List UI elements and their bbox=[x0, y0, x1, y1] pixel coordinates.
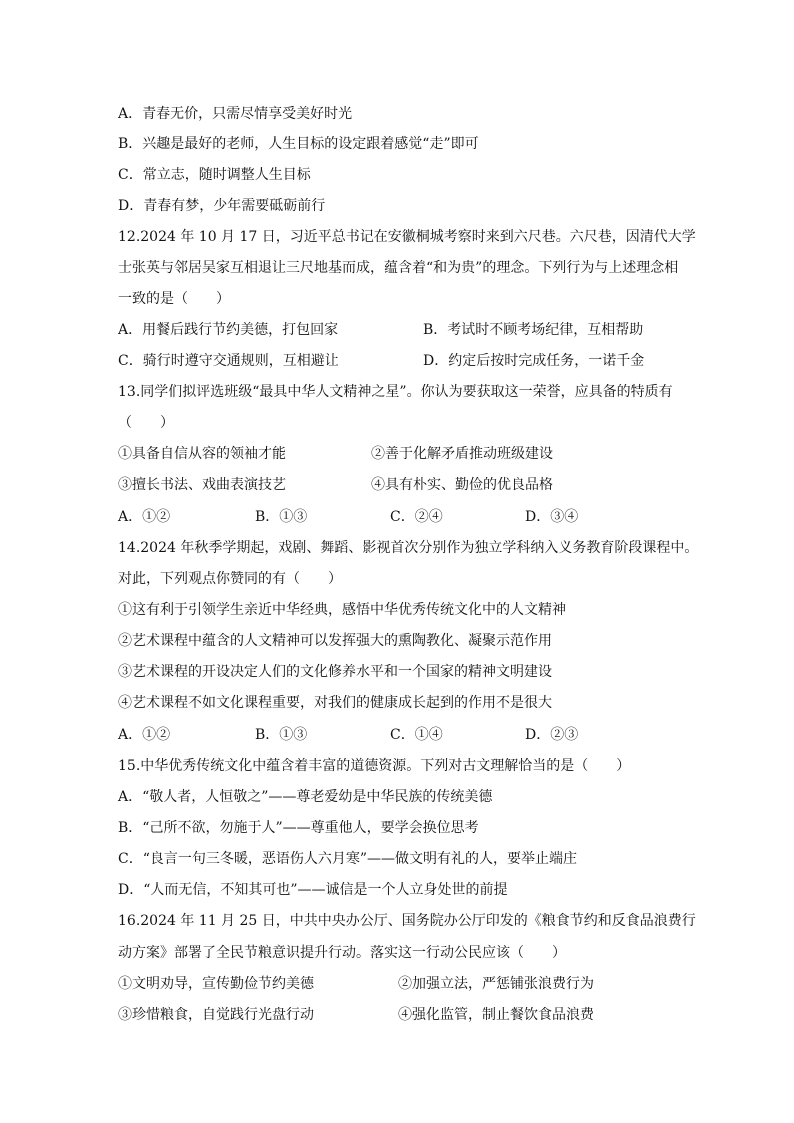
q16-item-2: ②加强立法，严惩铺张浪费行为 bbox=[398, 976, 594, 992]
q14-stem-line-2: 对此，下列观点你赞同的有（ ） bbox=[118, 571, 342, 587]
q14-option-a: A．①② bbox=[118, 727, 171, 743]
q15-option-b: B．“己所不欲，勿施于人”——尊重他人，要学会换位思考 bbox=[118, 820, 479, 836]
q14-item-2: ②艺术课程中蕴含的人文精神可以发挥强大的熏陶教化、凝聚示范作用 bbox=[118, 633, 552, 649]
q13-stem-line-2: （ ） bbox=[118, 415, 174, 431]
q15-option-d: D．“人而无信，不知其可也”——诚信是一个人立身处世的前提 bbox=[118, 882, 508, 898]
q14-option-b: B．①③ bbox=[255, 727, 308, 743]
q13-stem-line-1: 13.同学们拟评选班级“最具中华人文精神之星”。你认为要获取这一荣誉，应具备的特质有 bbox=[118, 384, 673, 400]
q12-option-c: C．骑行时遵守交通规则，互相避让 bbox=[118, 353, 339, 369]
q13-item-3: ③擅长书法、戏曲表演技艺 bbox=[118, 477, 286, 493]
q13-item-2: ②善于化解矛盾推动班级建设 bbox=[371, 446, 553, 462]
q14-option-d: D．②③ bbox=[525, 727, 579, 743]
q13-option-d: D．③④ bbox=[525, 509, 579, 525]
q15-option-c: C．“良言一句三冬暖，恶语伤人六月寒”——做文明有礼的人，要举止端庄 bbox=[118, 851, 578, 867]
q14-option-c: C．①④ bbox=[390, 727, 443, 743]
q12-option-b: B．考试时不顾考场纪律，互相帮助 bbox=[423, 322, 644, 338]
q16-stem-line-1: 16.2024 年 11 月 25 日，中共中央办公厅、国务院办公厅印发的《粮食节约和反食品浪费行 bbox=[118, 913, 696, 929]
q11-option-b: B．兴趣是最好的老师，人生目标的设定跟着感觉“走”即可 bbox=[118, 136, 479, 152]
q14-item-3: ③艺术课程的开设决定人们的文化修养水平和一个国家的精神文明建设 bbox=[118, 664, 552, 680]
q13-item-4: ④具有朴实、勤俭的优良品格 bbox=[371, 477, 553, 493]
q12-option-a: A．用餐后践行节约美德，打包回家 bbox=[118, 322, 339, 338]
q15-option-a: A．“敬人者，人恒敬之”——尊老爱幼是中华民族的传统美德 bbox=[118, 789, 493, 805]
q11-option-c: C．常立志，随时调整人生目标 bbox=[118, 167, 311, 183]
q15-stem-line-1: 15.中华优秀传统文化中蕴含着丰富的道德资源。下列对古文理解恰当的是（ ） bbox=[118, 758, 631, 774]
q12-stem-line-2: 士张英与邻居吴家互相退让三尺地基而成，蕴含着“和为贵”的理念。下列行为与上述理念相 bbox=[118, 260, 679, 276]
q16-item-4: ④强化监管，制止餐饮食品浪费 bbox=[398, 1007, 594, 1023]
q12-stem-line-1: 12.2024 年 10 月 17 日，习近平总书记在安徽桐城考察时来到六尺巷。六尺巷，因清代大学 bbox=[118, 229, 696, 245]
q12-stem-line-3: 一致的是（ ） bbox=[118, 291, 230, 307]
q11-option-a: A．青春无价，只需尽情享受美好时光 bbox=[118, 106, 353, 122]
q16-item-1: ①文明劝导，宣传勤俭节约美德 bbox=[118, 976, 314, 992]
q14-item-4: ④艺术课程不如文化课程重要，对我们的健康成长起到的作用不是很大 bbox=[118, 695, 552, 711]
q14-stem-line-1: 14.2024 年秋季学期起，戏剧、舞蹈、影视首次分别作为独立学科纳入义务教育阶段课程中。 bbox=[118, 540, 699, 556]
q13-option-c: C．②④ bbox=[390, 509, 443, 525]
q16-stem-line-2: 动方案》部署了全民节粮意识提升行动。落实这一行动公民应该（ ） bbox=[118, 945, 566, 961]
q13-option-a: A．①② bbox=[118, 509, 171, 525]
q16-item-3: ③珍惜粮食，自觉践行光盘行动 bbox=[118, 1007, 314, 1023]
q14-item-1: ①这有利于引领学生亲近中华经典，感悟中华优秀传统文化中的人文精神 bbox=[118, 602, 566, 618]
q13-item-1: ①具备自信从容的领袖才能 bbox=[118, 446, 286, 462]
q12-option-d: D．约定后按时完成任务，一诺千金 bbox=[423, 353, 645, 369]
q13-option-b: B．①③ bbox=[255, 509, 308, 525]
q11-option-d: D．青春有梦，少年需要砥砺前行 bbox=[118, 198, 326, 214]
